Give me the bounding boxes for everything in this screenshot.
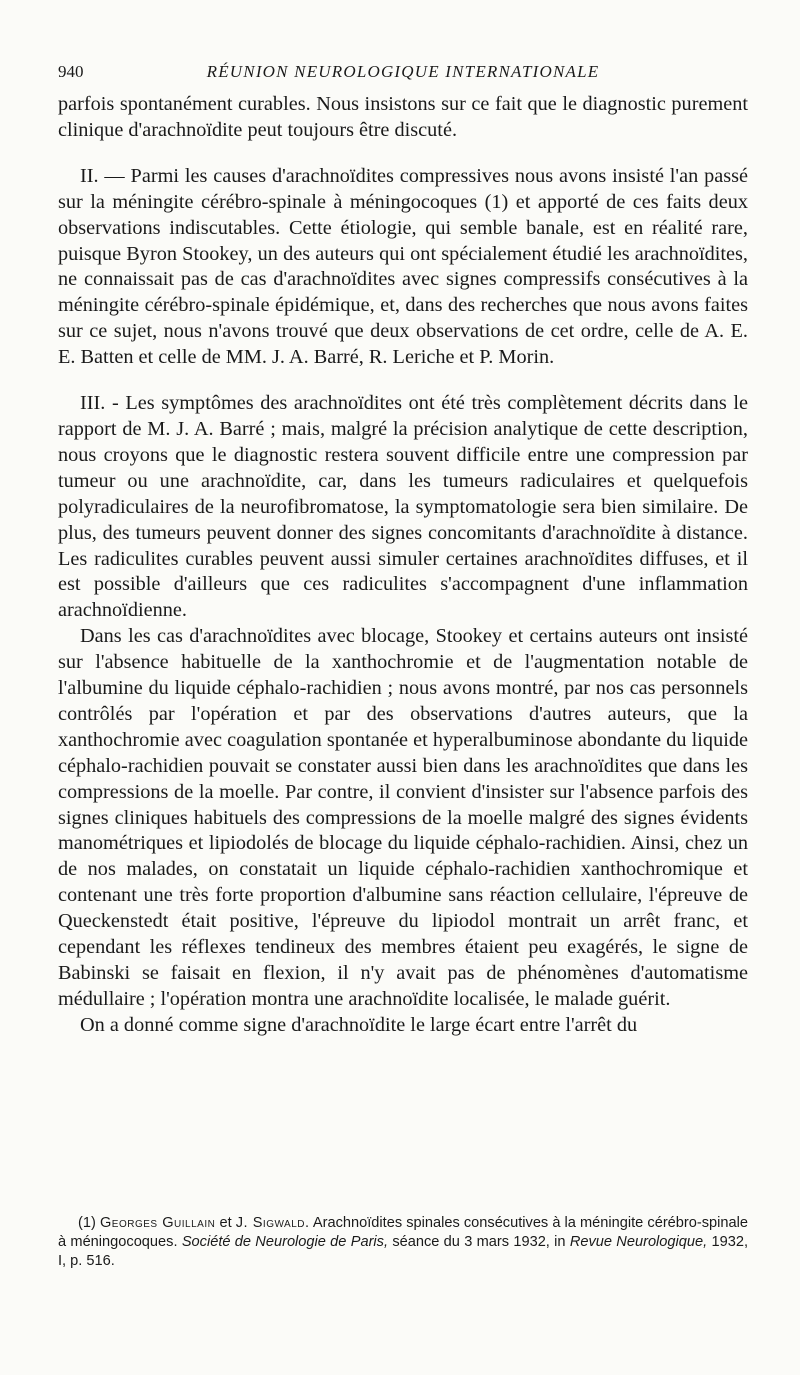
footnote-author: J. Sigwald. xyxy=(235,1215,310,1231)
paragraph: II. — Parmi les causes d'arachnoïdites compressives nous avons insisté l'an passé sur la méningite cérébro-spinale à méningocoques (1) et apporté de ces faits deux observations indiscutables. Cette étiologie, qui semble banale, est en réalité rare, puisque Byron Stookey, un des auteurs qui ont spécialement étudié les arachnoïdites, ne connaissait pas de cas d'arachnoïdites avec signes compressifs consécutives à la méningite cérébro-spinale épidémique, et, dans des recherches que nous avons faites sur ce sujet, nous n'avons trouvé que deux observations de cet ordre, celle de A. E. E. Batten et celle de MM. J. A. Barré, R. Leriche et P. Morin. xyxy=(58,164,748,369)
footnote-author: Georges Guillain xyxy=(99,1215,216,1231)
paragraph: Dans les cas d'arachnoïdites avec blocage, Stookey et certains auteurs ont insisté sur l'absence habituelle de la xanthochromie et de l'augmentation notable de l'albumine du liquide céphalo-rachidien ; nous avons montré, par nos cas personnels contrôlés par l'opération et par des observations d'autres auteurs, que la xanthochromie avec coagulation spontanée et hyperalbuminose abondante du liquide céphalo-rachidien pouvait se constater aussi bien dans les arachnoïdites que dans les compressions de la moelle. Par contre, il convient d'insister sur l'absence parfois des signes cliniques habituels des compressions de la moelle malgré des signes évidents manométriques et lipiodolés de blocage du liquide céphalo-rachidien. Ainsi, chez un de nos malades, on constatait un liquide céphalo-rachidien xanthochromique et contenant une très forte proportion d'albumine sans réaction cellulaire, l'épreuve de Queckenstedt était positive, l'épreuve du lipiodol montrait un arrêt franc, et cependant les réflexes tendineux des membres étaient peu exagérés, le signe de Babinski se faisait en flexion, il n'y avait pas de phénomènes d'automatisme médullaire ; l'opération montra une arachnoïdite localisée, le malade guérit. xyxy=(58,625,748,1010)
page-body xyxy=(58,92,748,1039)
running-title: RÉUNION NEUROLOGIQUE INTERNATIONALE xyxy=(206,62,600,81)
footnote-society: Société de Neurologie de Paris, xyxy=(181,1234,389,1250)
paragraph: On a donné comme signe d'arachnoïdite le large écart entre l'arrêt du xyxy=(80,1013,638,1036)
footnote-conjunction: et xyxy=(219,1215,232,1231)
footnote-title: Arachnoïdites spinales consécutives à la méningite cérébro-spinale à méningocoques. xyxy=(58,1215,748,1250)
paragraph: III. - Les symptômes des arachnoïdites ont été très complètement décrits dans le rapport de M. J. A. Barré ; mais, malgré la précision analytique de cette description, nous croyons que le diagnostic restera souvent difficile entre une compression par tumeur ou une arachnoïdite, car, dans les tumeurs radiculaires et quelquefois polyradiculaires de la neurofibromatose, la symptomatologie sera bien similaire. De plus, des tumeurs peuvent donner des signes concomitants d'arachnoïdite à distance. Les radiculites curables peuvent aussi simuler certaines arachnoïdites diffuses, et il est possible d'ailleurs que ces radiculites s'accompagnent d'une inflammation arachnoïdienne. xyxy=(58,392,748,622)
footnote-marker: (1) xyxy=(78,1215,96,1231)
running-header xyxy=(58,62,748,88)
page-number: 940 xyxy=(58,62,84,81)
footnote xyxy=(58,1214,748,1271)
paragraph: parfois spontanément curables. Nous insistons sur ce fait que le diagnostic purement clinique d'arachnoïdite peut toujours être discuté. xyxy=(58,93,748,141)
footnote-journal: Revue Neurologique, xyxy=(569,1234,708,1250)
footnote-reference: 1932, I, p. 516. xyxy=(58,1234,749,1269)
footnote-session: séance du 3 mars 1932, in xyxy=(392,1234,566,1250)
